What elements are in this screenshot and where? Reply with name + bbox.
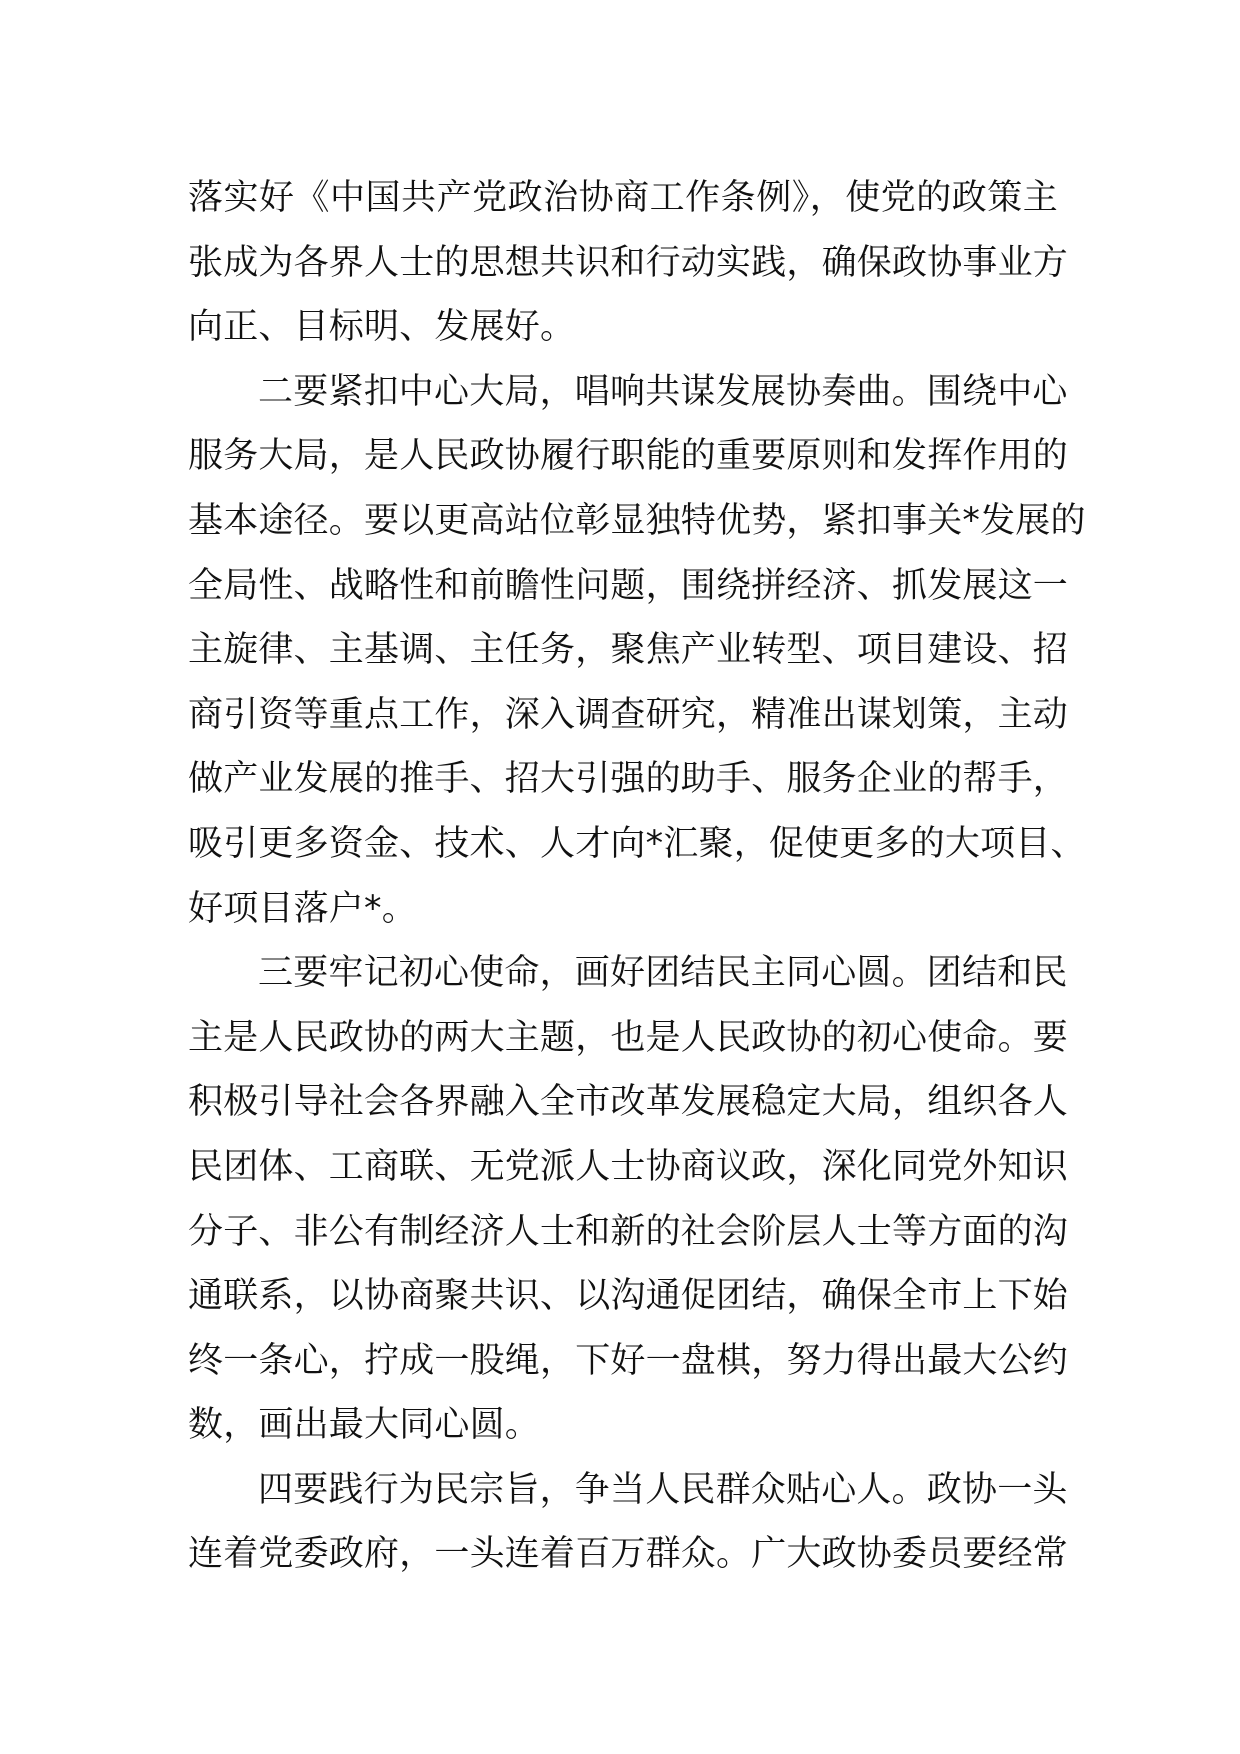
text-line-11: 吸引更多资金、技术、人才向*汇聚，促使更多的大项目、 bbox=[188, 823, 1086, 864]
text-line-20: 数，画出最大同心圆。 bbox=[188, 1405, 541, 1446]
text-line-18: 通联系，以协商聚共识、以沟通促团结，确保全市上下始 bbox=[188, 1276, 1069, 1317]
text-line-9: 商引资等重点工作，深入调查研究，精准出谋划策，主动 bbox=[188, 694, 1069, 735]
text-line-5: 服务大局，是人民政协履行职能的重要原则和发挥作用的 bbox=[188, 436, 1069, 477]
body-text bbox=[188, 166, 1086, 1587]
text-line-4: 二要紧扣中心大局，唱响共谋发展协奏曲。围绕中心 bbox=[258, 371, 1068, 412]
text-line-22: 连着党委政府，一头连着百万群众。广大政协委员要经常 bbox=[188, 1534, 1069, 1575]
text-line-16: 民团体、工商联、无党派人士协商议政，深化同党外知识 bbox=[188, 1146, 1069, 1187]
text-line-15: 积极引导社会各界融入全市改革发展稳定大局，组织各人 bbox=[188, 1082, 1069, 1123]
text-line-3: 向正、目标明、发展好。 bbox=[188, 307, 576, 348]
text-line-7: 全局性、战略性和前瞻性问题，围绕拼经济、抓发展这一 bbox=[188, 565, 1069, 606]
text-line-17: 分子、非公有制经济人士和新的社会阶层人士等方面的沟 bbox=[188, 1211, 1069, 1252]
text-line-14: 主是人民政协的两大主题，也是人民政协的初心使命。要 bbox=[188, 1017, 1069, 1058]
text-line-21: 四要践行为民宗旨，争当人民群众贴心人。政协一头 bbox=[258, 1469, 1068, 1510]
text-line-10: 做产业发展的推手、招大引强的助手、服务企业的帮手， bbox=[188, 759, 1069, 800]
text-line-1: 落实好《中国共产党政治协商工作条例》，使党的政策主 bbox=[188, 178, 1058, 218]
text-line-19: 终一条心，拧成一股绳，下好一盘棋，努力得出最大公约 bbox=[188, 1340, 1069, 1381]
text-line-6: 基本途径。要以更高站位彰显独特优势，紧扣事关*发展的 bbox=[188, 500, 1086, 541]
text-line-2: 张成为各界人士的思想共识和行动实践，确保政协事业方 bbox=[188, 242, 1069, 283]
text-line-12: 好项目落户*。 bbox=[188, 888, 417, 929]
text-line-13: 三要牢记初心使命，画好团结民主同心圆。团结和民 bbox=[258, 953, 1068, 994]
text-line-8: 主旋律、主基调、主任务，聚焦产业转型、项目建设、招 bbox=[188, 630, 1069, 671]
